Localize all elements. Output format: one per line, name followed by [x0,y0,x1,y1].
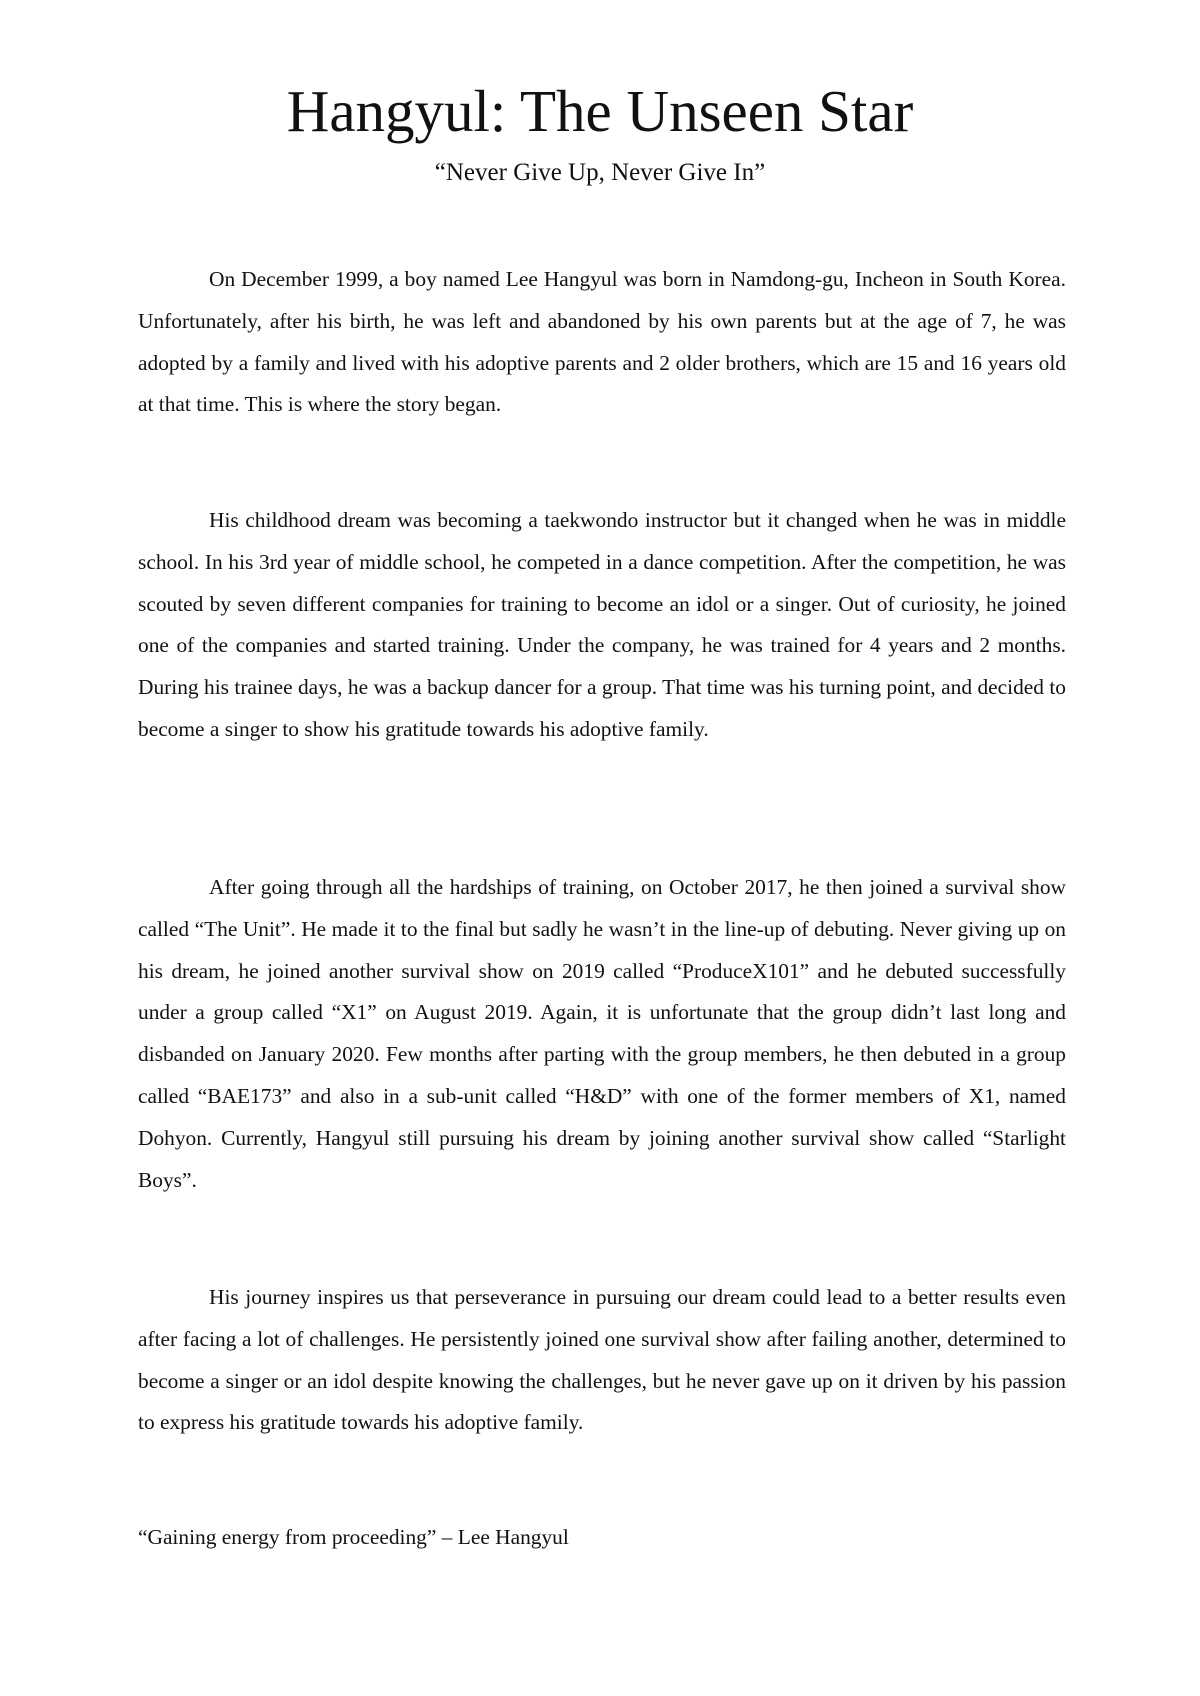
closing-quote: “Gaining energy from proceeding” – Lee Hangyul [138,1525,569,1549]
paragraph-birth: On December 1999, a boy named Lee Hangyul was born in Namdong-gu, Incheon in South Korea. Unfortunately, after his birth, he was left and abandoned by his own parents but at the age of 7, he was adopted by a family and lived with his adoptive parents and 2 older brothers, which are 15 and 16 years old at that time. This is where the story began. [138,267,1066,417]
paragraph-childhood: His childhood dream was becoming a taekwondo instructor but it changed when he was in middle school. In his 3rd year of middle school, he competed in a dance competition. After the competition, he was scouted by seven different companies for training to become an idol or a singer. Out of curiosity, he joined one of the companies and started training. Under the company, he was trained for 4 years and 2 months. During his trainee days, he was a backup dancer for a group. That time was his turning point, and decided to become a singer to show his gratitude towards his adoptive family. [138,508,1066,741]
page-title: Hangyul: The Unseen Star [286,78,914,144]
paragraph-inspiration: His journey inspires us that perseverance in pursuing our dream could lead to a better results even after facing a lot of challenges. He persistently joined one survival show after failing another, determined to become a singer or an idol despite knowing the challenges, but he never gave up on it driven by his passion to express his gratitude towards his adoptive family. [138,1285,1066,1435]
page-subtitle: “Never Give Up, Never Give In” [434,159,766,186]
paragraph-career: After going through all the hardships of training, on October 2017, he then joined a survival show called “The Unit”. He made it to the final but sadly he wasn’t in the line-up of debuting. Never giving up on his dream, he joined another survival show on 2019 called “ProduceX101” and he debuted successfully under a group called “X1” on August 2019. Again, it is unfortunate that the group didn’t last long and disbanded on January 2020. Few months after parting with the group members, he then debuted in a group called “BAE173” and also in a sub-unit called “H&D” with one of the former members of X1, named Dohyon. Currently, Hangyul still pursuing his dream by joining another survival show called “Starlight Boys”. [138,875,1066,1192]
